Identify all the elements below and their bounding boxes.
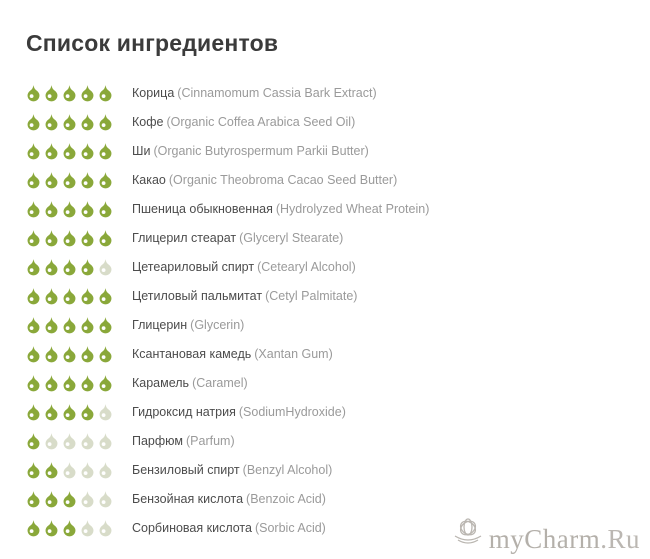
drop-icon — [44, 403, 59, 422]
watermark-brand: myCharm — [488, 524, 601, 554]
drop-icon — [80, 142, 95, 161]
drop-icon — [62, 200, 77, 219]
drop-icon — [62, 171, 77, 190]
drop-icon — [98, 113, 113, 132]
rating-drops — [24, 461, 132, 480]
drop-icon — [26, 84, 41, 103]
ingredient-row — [24, 340, 626, 369]
drop-icon — [98, 258, 113, 277]
ingredient-label — [132, 260, 626, 275]
ingredient-latin-name: (Benzyl Alcohol) — [242, 463, 333, 477]
drop-icon — [44, 432, 59, 451]
ingredient-label — [132, 376, 626, 391]
rating-drops — [24, 229, 132, 248]
ingredient-row — [24, 195, 626, 224]
ingredient-name-link[interactable]: Глицерин — [132, 318, 188, 332]
ingredient-row — [24, 79, 626, 108]
drop-icon — [80, 171, 95, 190]
ingredient-label — [132, 463, 626, 478]
ingredient-row — [24, 427, 626, 456]
drop-icon — [62, 142, 77, 161]
drop-icon — [26, 490, 41, 509]
rating-drops — [24, 287, 132, 306]
drop-icon — [98, 374, 113, 393]
ingredient-latin-name: (Xantan Gum) — [254, 347, 333, 361]
drop-icon — [26, 142, 41, 161]
drop-icon — [98, 229, 113, 248]
drop-icon — [26, 374, 41, 393]
ingredient-label — [132, 86, 626, 101]
rating-drops — [24, 113, 132, 132]
drop-icon — [26, 200, 41, 219]
drop-icon — [80, 432, 95, 451]
ingredient-label — [132, 173, 626, 188]
drop-icon — [62, 113, 77, 132]
ingredient-row — [24, 253, 626, 282]
drop-icon — [26, 316, 41, 335]
ingredient-row — [24, 137, 626, 166]
drop-icon — [62, 519, 77, 538]
drop-icon — [98, 345, 113, 364]
ingredient-name-link[interactable]: Парфюм — [132, 434, 184, 448]
drop-icon — [62, 258, 77, 277]
ingredient-row — [24, 224, 626, 253]
drop-icon — [98, 200, 113, 219]
ingredient-name-link[interactable]: Карамель — [132, 376, 190, 390]
ingredient-latin-name: (Cetyl Palmitate) — [265, 289, 358, 303]
drop-icon — [26, 258, 41, 277]
ingredient-label — [132, 318, 626, 333]
drop-icon — [80, 345, 95, 364]
ingredient-row — [24, 166, 626, 195]
ingredient-name-link[interactable]: Сорбиновая кислота — [132, 521, 252, 535]
drop-icon — [80, 316, 95, 335]
drop-icon — [26, 461, 41, 480]
drop-icon — [98, 171, 113, 190]
rating-drops — [24, 345, 132, 364]
ingredient-label — [132, 521, 626, 536]
drop-icon — [44, 287, 59, 306]
ingredient-latin-name: (Glyceryl Stearate) — [239, 231, 344, 245]
drop-icon — [26, 229, 41, 248]
ingredient-list — [24, 79, 626, 543]
rating-drops — [24, 403, 132, 422]
watermark-suffix: .Ru — [600, 524, 640, 554]
drop-icon — [80, 113, 95, 132]
ingredient-row — [24, 282, 626, 311]
drop-icon — [44, 374, 59, 393]
ingredient-label — [132, 434, 626, 449]
drop-icon — [98, 490, 113, 509]
drop-icon — [44, 258, 59, 277]
ingredient-name-link[interactable]: Цетиловый пальмитат — [132, 289, 263, 303]
drop-icon — [26, 519, 41, 538]
ingredient-latin-name: (Benzoic Acid) — [246, 492, 326, 506]
ingredient-row — [24, 485, 626, 514]
drop-icon — [80, 258, 95, 277]
ingredient-label — [132, 289, 626, 304]
ingredient-name-link[interactable]: Бензиловый спирт — [132, 463, 240, 477]
drop-icon — [98, 519, 113, 538]
drop-icon — [44, 200, 59, 219]
drop-icon — [62, 316, 77, 335]
ingredient-name-link[interactable]: Гидроксид натрия — [132, 405, 236, 419]
drop-icon — [98, 432, 113, 451]
ingredient-name-link[interactable]: Кофе — [132, 115, 164, 129]
drop-icon — [80, 200, 95, 219]
drop-icon — [62, 374, 77, 393]
drop-icon — [44, 84, 59, 103]
ingredient-latin-name: (Cinnamomum Cassia Bark Extract) — [177, 86, 377, 100]
rating-drops — [24, 316, 132, 335]
rating-drops — [24, 490, 132, 509]
drop-icon — [44, 229, 59, 248]
ingredient-name-link[interactable]: Пшеница обыкновенная — [132, 202, 273, 216]
drop-icon — [62, 490, 77, 509]
ingredient-latin-name: (Organic Butyrospermum Parkii Butter) — [153, 144, 369, 158]
rating-drops — [24, 171, 132, 190]
drop-icon — [62, 432, 77, 451]
drop-icon — [98, 403, 113, 422]
ingredient-name-link[interactable]: Ши — [132, 144, 151, 158]
ingredient-row — [24, 108, 626, 137]
ingredient-name-link[interactable]: Цетеариловый спирт — [132, 260, 255, 274]
drop-icon — [62, 287, 77, 306]
ingredient-label — [132, 405, 626, 420]
drop-icon — [98, 316, 113, 335]
drop-icon — [26, 432, 41, 451]
drop-icon — [62, 461, 77, 480]
drop-icon — [98, 84, 113, 103]
drop-icon — [26, 171, 41, 190]
rating-drops — [24, 258, 132, 277]
drop-icon — [98, 461, 113, 480]
rating-drops — [24, 84, 132, 103]
drop-icon — [62, 229, 77, 248]
rating-drops — [24, 432, 132, 451]
drop-icon — [26, 403, 41, 422]
drop-icon — [26, 113, 41, 132]
drop-icon — [80, 84, 95, 103]
ingredient-row — [24, 514, 626, 543]
ingredient-label — [132, 202, 626, 217]
rating-drops — [24, 142, 132, 161]
ingredient-latin-name: (Cetearyl Alcohol) — [257, 260, 356, 274]
drop-icon — [98, 287, 113, 306]
ingredient-latin-name: (Glycerin) — [190, 318, 245, 332]
drop-icon — [26, 287, 41, 306]
drop-icon — [80, 374, 95, 393]
ingredient-label — [132, 347, 626, 362]
ingredient-name-link[interactable]: Какао — [132, 173, 166, 187]
drop-icon — [26, 345, 41, 364]
ingredient-latin-name: (Sorbic Acid) — [254, 521, 326, 535]
ingredient-latin-name: (Parfum) — [186, 434, 235, 448]
ingredient-row — [24, 369, 626, 398]
drop-icon — [80, 519, 95, 538]
drop-icon — [98, 142, 113, 161]
drop-icon — [80, 229, 95, 248]
ingredient-name-link[interactable]: Корица — [132, 86, 175, 100]
drop-icon — [62, 403, 77, 422]
drop-icon — [80, 287, 95, 306]
drop-icon — [44, 113, 59, 132]
rating-drops — [24, 374, 132, 393]
drop-icon — [62, 345, 77, 364]
ingredient-name-link[interactable]: Ксантановая камедь — [132, 347, 252, 361]
drop-icon — [44, 461, 59, 480]
ingredient-label — [132, 115, 626, 130]
ingredient-label — [132, 144, 626, 159]
ingredient-name-link[interactable]: Бензойная кислота — [132, 492, 244, 506]
ingredient-latin-name: (Organic Coffea Arabica Seed Oil) — [166, 115, 356, 129]
drop-icon — [44, 519, 59, 538]
drop-icon — [80, 461, 95, 480]
ingredient-latin-name: (Organic Theobroma Cacao Seed Butter) — [168, 173, 398, 187]
ingredient-row — [24, 456, 626, 485]
drop-icon — [44, 316, 59, 335]
rating-drops — [24, 200, 132, 219]
ingredient-row — [24, 311, 626, 340]
ingredient-label — [132, 492, 626, 507]
ingredient-name-link[interactable]: Глицерил стеарат — [132, 231, 237, 245]
ingredient-latin-name: (Hydrolyzed Wheat Protein) — [275, 202, 430, 216]
drop-icon — [62, 84, 77, 103]
drop-icon — [44, 490, 59, 509]
rating-drops — [24, 519, 132, 538]
drop-icon — [44, 142, 59, 161]
ingredient-label — [132, 231, 626, 246]
ingredient-row — [24, 398, 626, 427]
page-title: Список ингредиентов — [26, 30, 279, 56]
ingredient-latin-name: (Caramel) — [192, 376, 248, 390]
drop-icon — [80, 490, 95, 509]
ingredient-latin-name: (SodiumHydroxide) — [238, 405, 346, 419]
drop-icon — [44, 345, 59, 364]
drop-icon — [44, 171, 59, 190]
drop-icon — [80, 403, 95, 422]
